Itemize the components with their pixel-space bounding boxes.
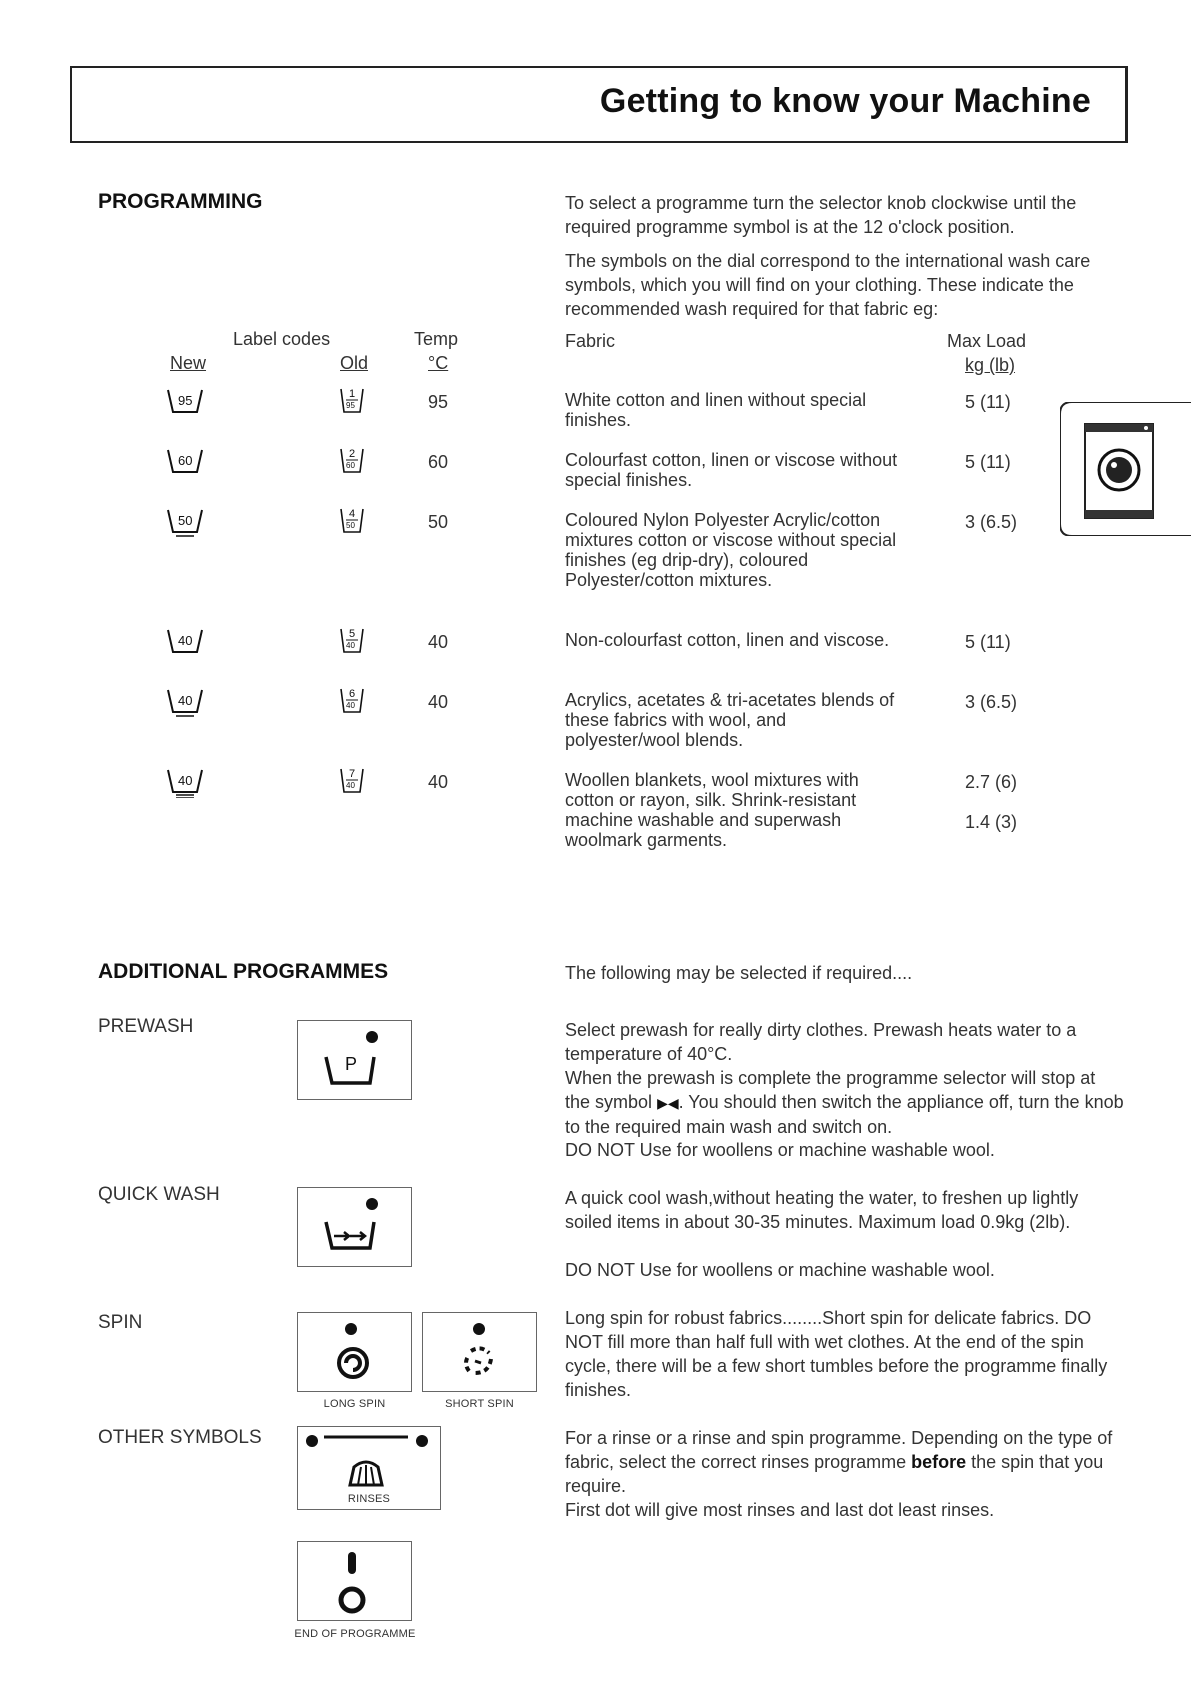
row-fabric: White cotton and linen without special finishes. [565,390,867,430]
quick-wash-desc-1: A quick cool wash,without heating the water, to freshen up lightly soiled items in about 30-35 minutes. Maximum load 0.9kg (2lb). [565,1188,1079,1232]
prewash-label: PREWASH [98,1016,194,1037]
quick-wash-desc-2: DO NOT Use for woollens or machine washable wool. [565,1260,995,1280]
col-old: Old [340,353,369,373]
wash-symbol-old-temp: 40 [346,701,355,710]
wash-symbol-new [166,628,204,663]
prewash-desc-2 [565,1066,1125,1139]
prewash-desc-2a: When the prewash is complete the programme selector will stop at the symbol [565,1068,1096,1112]
row-fabric: Acrylics, acetates & tri-acetates blends of these fabrics with wool, and polyester/wool blends. [565,690,895,750]
row-temp: 60 [428,452,449,472]
wash-symbol-old [340,448,364,476]
long-spin-caption: LONG SPIN [323,1398,386,1410]
other-symbols-desc [565,1426,1125,1498]
washing-machine-icon [1060,402,1191,536]
prewash-symbol-letter: P [345,1054,358,1074]
prewash-desc-1: Select prewash for really dirty clothes. Prewash heats water to a temperature of 40°C. [565,1020,1077,1064]
rinses-symbol [297,1426,441,1510]
col-label-codes: Label codes [233,329,331,349]
row-fabric: Non-colourfast cotton, linen and viscose. [565,630,890,650]
col-fabric: Fabric [565,331,616,351]
row-fabric: Woollen blankets, wool mixtures with cotton or rayon, silk. Shrink-resistant machine washable and superwash woolmark garments. [565,770,859,850]
prewash-symbol [297,1020,412,1100]
row-max-load: 5 (11) [965,392,1011,412]
wash-symbol-new [166,508,204,543]
long-spin-symbol [297,1312,412,1392]
wash-symbol-old-temp: 40 [346,781,355,790]
row-max-load: 5 (11) [965,632,1011,652]
end-of-programme-caption: END OF PROGRAMME [294,1628,416,1640]
col-max-load-unit: kg (lb) [965,355,1016,375]
row-max-load: 3 (6.5) [965,512,1018,532]
row-temp: 50 [428,512,449,532]
additional-heading: ADDITIONAL PROGRAMMES [98,960,389,983]
prewash-desc-3: DO NOT Use for woollens or machine washable wool. [565,1140,995,1160]
col-temp: Temp [414,329,459,349]
wash-symbol-old [340,628,364,656]
short-spin-symbol [422,1312,537,1392]
quick-wash-label: QUICK WASH [98,1184,220,1205]
wash-symbol-new-temp: 40 [178,773,193,788]
programming-heading: PROGRAMMING [98,190,263,213]
other-desc-a: For a rinse or a rinse and spin programme. Depending on the type of fabric, select the correct rinses programme [565,1428,1113,1472]
wash-symbol-old-number: 4 [349,508,356,520]
row-temp: 40 [428,632,449,652]
wash-symbol-new-temp: 40 [178,633,193,648]
wash-symbol-old-temp: 40 [346,641,355,650]
wash-symbol-new-temp: 50 [178,513,193,528]
wash-symbol-old [340,768,364,796]
wash-symbol-old-temp: 50 [346,521,355,530]
other-desc-b: the spin that you require. [565,1452,1104,1496]
page-title: Getting to know your Machine [599,82,1091,120]
row-fabric: Colourfast cotton, linen or viscose without special finishes. [565,450,898,490]
row-max-load-secondary: 1.4 (3) [965,812,1018,832]
additional-intro: The following may be selected if required.... [565,963,913,983]
spin-desc: Long spin for robust fabrics........Short spin for delicate fabrics. DO NOT fill more than half full with wet clothes. At the end of the spin cycle, there will be a few short tumbles before the programme finally finishes. [565,1308,1108,1400]
wash-symbol-old-temp: 95 [346,401,355,410]
row-temp: 40 [428,692,449,712]
row-temp: 95 [428,392,449,412]
end-of-programme-symbol [297,1541,412,1621]
wash-symbol-old-number: 5 [349,628,356,640]
wash-symbol-old [340,508,364,536]
wash-symbol-new [166,768,204,803]
row-max-load: 3 (6.5) [965,692,1018,712]
prewash-stop-icon: ▶◀ [657,1095,679,1111]
header-box [70,66,1128,143]
row-max-load: 5 (11) [965,452,1011,472]
col-max-load: Max Load [947,331,1027,351]
row-max-load: 2.7 (6) [965,772,1018,792]
col-temp-unit: °C [428,353,449,373]
wash-symbol-new [166,388,204,423]
prewash-desc-2b: . You should then switch the appliance off, turn the knob to the required main wash and switch on. [565,1092,1124,1137]
wash-symbol-old [340,388,364,416]
programming-intro-1: To select a programme turn the selector knob clockwise until the required programme symbol is at the 12 o'clock position. [565,193,1077,237]
wash-symbol-new [166,688,204,723]
wash-symbol-old [340,688,364,716]
other-symbols-label: OTHER SYMBOLS [98,1427,262,1448]
wash-symbol-new-temp: 40 [178,693,193,708]
col-new: New [170,353,207,373]
wash-symbol-old-number: 2 [349,448,356,460]
wash-symbol-old-temp: 60 [346,461,355,470]
programming-intro-2: The symbols on the dial correspond to the international wash care symbols, which you will find on your clothing. These indicate the recommended wash required for that fabric eg: [565,251,1091,319]
rinses-caption: RINSES [347,1493,391,1505]
row-fabric: Coloured Nylon Polyester Acrylic/cotton mixtures cotton or viscose without special finishes (eg drip-dry), coloured Polyester/cotton mixtures. [565,510,897,590]
short-spin-caption: SHORT SPIN [445,1398,514,1410]
wash-symbol-new [166,448,204,483]
other-symbols-desc-2: First dot will give most rinses and last dot least rinses. [565,1500,995,1520]
wash-symbol-old-number: 6 [349,688,356,700]
quick-wash-symbol [297,1187,412,1267]
other-desc-bold: before [911,1452,967,1472]
row-temp: 40 [428,772,449,792]
wash-symbol-old-number: 1 [349,388,356,400]
spin-label: SPIN [98,1312,143,1333]
wash-symbol-old-number: 7 [349,768,356,780]
wash-symbol-new-temp: 60 [178,453,193,468]
wash-symbol-new-temp: 95 [178,393,193,408]
